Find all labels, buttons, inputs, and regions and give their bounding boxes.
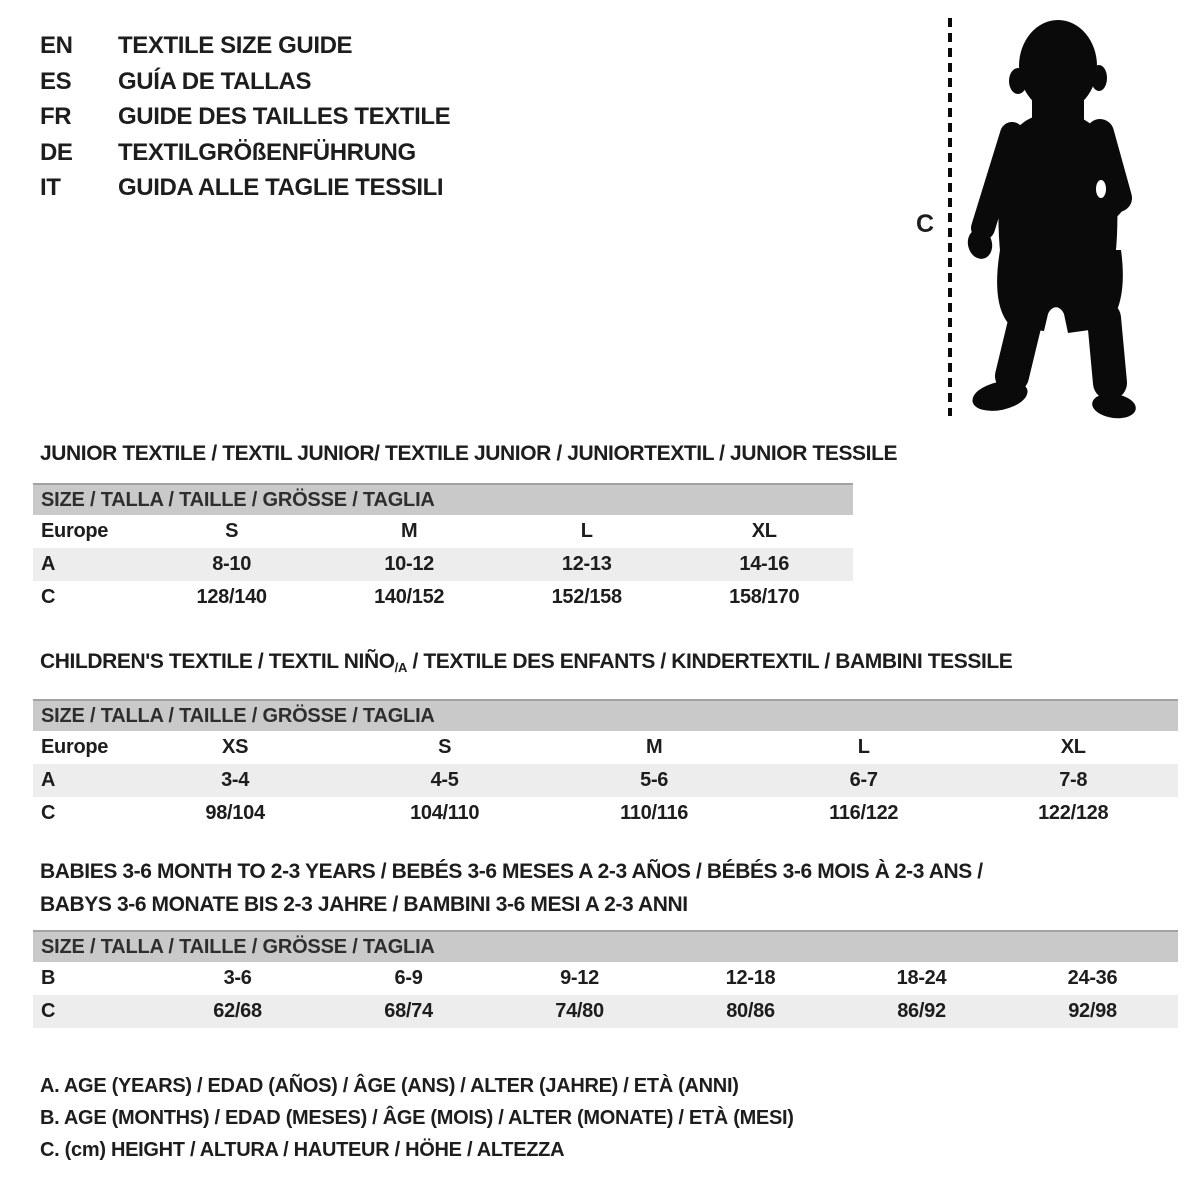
value-cell: 110/116: [620, 802, 689, 824]
size-band: SIZE / TALLA / TAILLE / GRÖSSE / TAGLIA: [33, 484, 853, 515]
row-label-cell: C: [41, 1000, 56, 1022]
title-text: BABIES 3-6 MONTH TO 2-3 YEARS / BEBÉS 3-6 MESES A 2-3 AÑOS / BÉBÉS 3-6 MOIS À 2-3 ANS /: [40, 860, 983, 883]
value-cell: 74/80: [555, 1000, 604, 1022]
value-cell: 140/152: [374, 586, 445, 608]
language-list: [40, 28, 450, 206]
section-title: [40, 855, 1178, 921]
value-cell: 158/170: [729, 586, 800, 608]
value-cell: 7-8: [1059, 769, 1088, 791]
language-code: IT: [40, 174, 61, 201]
value-cell: 9-12: [560, 967, 599, 989]
row-label-cell: A: [41, 553, 56, 575]
language-row: [40, 64, 450, 100]
value-cell: XS: [222, 736, 249, 758]
value-cell: S: [438, 736, 452, 758]
size-band: SIZE / TALLA / TAILLE / GRÖSSE / TAGLIA: [33, 931, 1178, 962]
size-table: [33, 483, 853, 614]
language-label: TEXTILE SIZE GUIDE: [118, 32, 353, 59]
title-text: BABYS 3-6 MONATE BIS 2-3 JAHRE / BAMBINI 3-6 MESI A 2-3 ANNI: [40, 893, 688, 916]
table-row: [33, 731, 1178, 764]
language-label: GUÍA DE TALLAS: [118, 67, 312, 95]
value-cell: 116/122: [829, 802, 899, 824]
row-label-cell: Europe: [41, 520, 109, 542]
value-cell: 24-36: [1067, 967, 1118, 989]
title-text: CHILDREN'S TEXTILE / TEXTIL NIÑO: [40, 650, 395, 673]
value-cell: S: [225, 520, 239, 542]
language-row: [40, 99, 450, 135]
value-cell: 8-10: [212, 553, 252, 575]
section-title-line: [40, 645, 1178, 684]
value-cell: L: [580, 520, 593, 542]
size-guide-figure: [900, 8, 1150, 428]
value-cell: 86/92: [897, 1000, 946, 1022]
legend-line: A. AGE (YEARS) / EDAD (AÑOS) / ÂGE (ANS) / ALTER (JAHRE) / ETÀ (ANNI): [40, 1075, 739, 1097]
section-title-line: [40, 437, 898, 470]
toddler-silhouette-icon: [965, 20, 1138, 421]
value-cell: 18-24: [896, 967, 947, 989]
value-cell: 104/110: [410, 802, 480, 824]
section-title: [40, 437, 898, 470]
value-cell: 122/128: [1038, 802, 1109, 824]
language-row: [40, 170, 450, 206]
table-wrap: [33, 699, 1178, 830]
title-subscript: /A: [394, 660, 408, 675]
value-cell: 5-6: [640, 769, 669, 791]
value-cell: 3-6: [223, 967, 252, 989]
section-title: [40, 645, 1178, 684]
table-row: [33, 515, 853, 548]
value-cell: 128/140: [196, 586, 267, 608]
title-text: / TEXTILE DES ENFANTS / KINDERTEXTIL / BAMBINI TESSILE: [407, 650, 1013, 673]
language-code: DE: [40, 138, 73, 166]
value-cell: 68/74: [384, 1000, 433, 1022]
row-label-cell: C: [41, 802, 56, 824]
section-title-line: [40, 888, 1178, 921]
value-cell: 152/158: [551, 586, 622, 608]
title-text: JUNIOR TEXTILE / TEXTIL JUNIOR/ TEXTILE JUNIOR / JUNIORTEXTIL / JUNIOR TESSILE: [40, 442, 898, 465]
legend-line: B. AGE (MONTHS) / EDAD (MESES) / ÂGE (MOIS) / ALTER (MONATE) / ETÀ (MESI): [40, 1107, 794, 1129]
value-cell: 62/68: [213, 1000, 262, 1022]
table-row: [33, 995, 1178, 1028]
language-code: FR: [40, 103, 72, 130]
row-label-cell: Europe: [41, 736, 109, 758]
children-section: [33, 645, 1178, 830]
table-wrap: [33, 483, 853, 614]
language-code: EN: [40, 32, 73, 59]
value-cell: 92/98: [1068, 1000, 1117, 1022]
table-wrap: [33, 930, 1178, 1028]
language-row: [40, 135, 450, 171]
value-cell: 6-7: [849, 769, 878, 791]
value-cell: 12-13: [561, 553, 612, 575]
table-row: [33, 548, 853, 581]
language-label: TEXTILGRÖßENFÜHRUNG: [118, 138, 416, 166]
size-band: SIZE / TALLA / TAILLE / GRÖSSE / TAGLIA: [33, 700, 1178, 731]
value-cell: 12-18: [725, 967, 776, 989]
value-cell: 4-5: [430, 769, 459, 791]
value-cell: 3-4: [221, 769, 250, 791]
babies-section: [33, 855, 1178, 1028]
value-cell: XL: [1060, 736, 1086, 758]
language-code: ES: [40, 67, 72, 95]
language-row: [40, 28, 450, 64]
table-row: [33, 581, 853, 614]
language-label: GUIDE DES TAILLES TEXTILE: [118, 103, 451, 130]
table-row: [33, 764, 1178, 797]
value-cell: L: [857, 736, 870, 758]
row-label-cell: C: [41, 586, 56, 608]
language-label: GUIDA ALLE TAGLIE TESSILI: [118, 174, 444, 201]
table-row: [33, 797, 1178, 830]
row-label-cell: B: [41, 967, 56, 989]
legend: [40, 1070, 794, 1166]
row-label-cell: A: [41, 769, 56, 791]
section-title-line: [40, 855, 1178, 888]
value-cell: 80/86: [726, 1000, 775, 1022]
value-cell: 6-9: [394, 967, 423, 989]
figure-graphic: [900, 8, 1150, 428]
legend-line: C. (cm) HEIGHT / ALTURA / HAUTEUR / HÖHE / ALTEZZA: [40, 1139, 565, 1161]
junior-section: [33, 437, 898, 614]
value-cell: M: [400, 520, 418, 542]
size-table: [33, 699, 1178, 830]
size-table: [33, 930, 1178, 1028]
figure-c-label: C: [916, 210, 935, 238]
value-cell: M: [645, 736, 663, 758]
value-cell: 98/104: [205, 802, 265, 824]
value-cell: XL: [751, 520, 777, 542]
value-cell: 10-12: [384, 553, 434, 575]
value-cell: 14-16: [739, 553, 790, 575]
table-row: [33, 962, 1178, 995]
